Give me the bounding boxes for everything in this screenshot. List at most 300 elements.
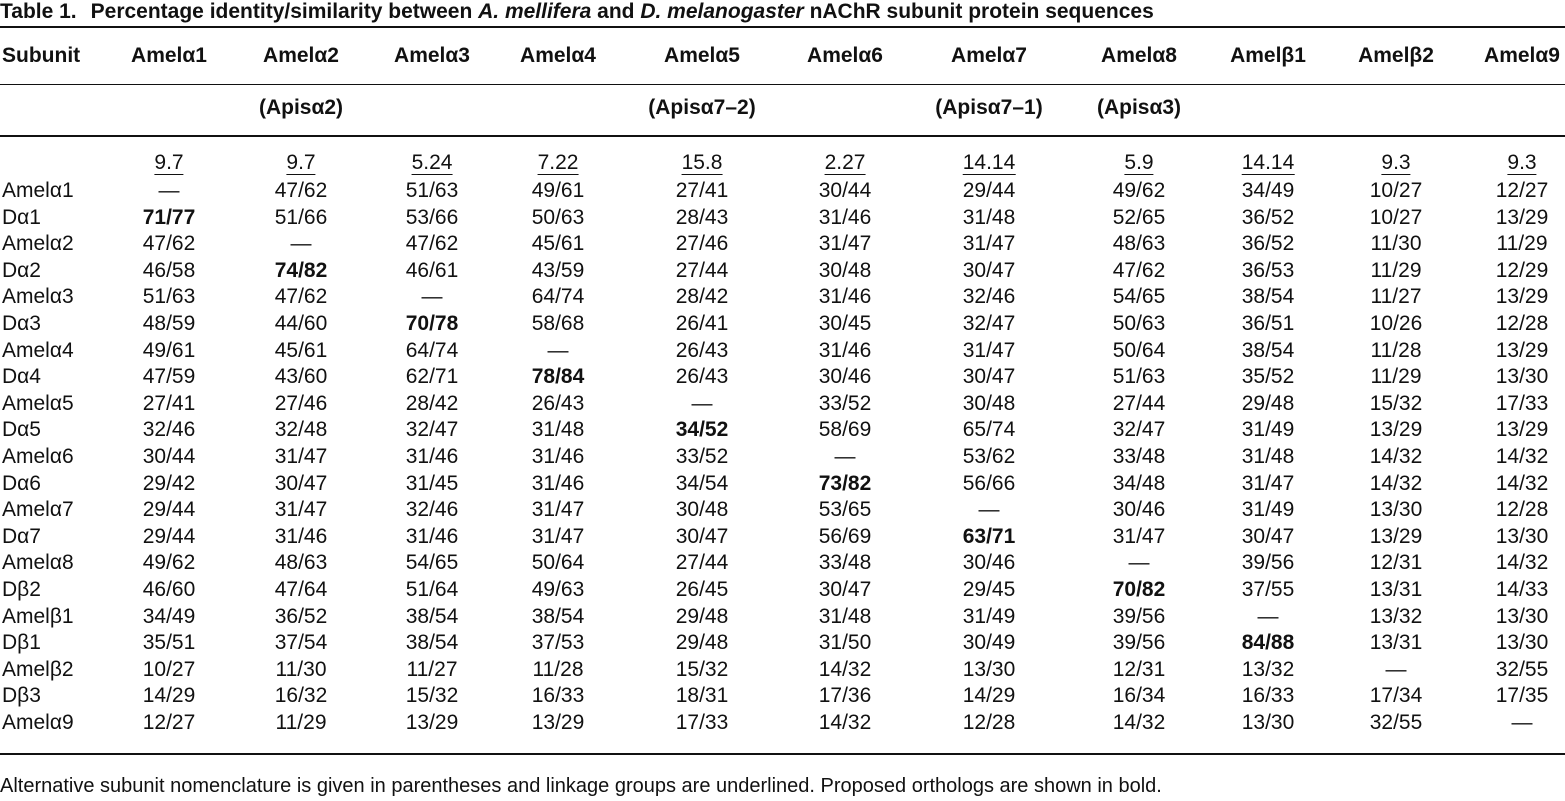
table-cell: 36/52: [274, 604, 328, 628]
table-cell: 31/46: [531, 445, 585, 468]
table-cell: 64/74: [531, 285, 585, 309]
table-cell: 49/63: [531, 578, 585, 601]
table-cell: 27/41: [142, 391, 196, 415]
table-cell: 52/65: [1112, 205, 1166, 229]
table-cell: 56/69: [818, 524, 872, 548]
table-cell: 51/66: [274, 205, 328, 229]
table-cell: 12/31: [1369, 551, 1423, 575]
column-header: Amelα3: [394, 44, 470, 67]
table-cell: 51/64: [405, 578, 459, 601]
table-cell: 14/32: [1369, 471, 1423, 495]
table-cell: 53/62: [962, 445, 1016, 468]
table-cell: 26/45: [675, 578, 729, 601]
table-cell: 27/41: [675, 179, 729, 202]
subheader-rule: [0, 135, 1565, 137]
table-cell: 32/47: [405, 418, 459, 442]
table-cell: 54/65: [405, 551, 459, 575]
table-cell: 43/59: [531, 258, 585, 282]
table-cell: 31/50: [818, 631, 872, 655]
table-cell: 31/47: [531, 498, 585, 522]
table-cell: 65/74: [962, 418, 1016, 442]
table-cell: 34/48: [1112, 471, 1166, 495]
table-cell: 12/28: [1495, 312, 1549, 335]
table-cell: 37/53: [531, 631, 585, 655]
table-cell: 16/33: [531, 684, 585, 708]
table-cell: 10/27: [1369, 179, 1423, 202]
ortholog-cell: 34/52: [675, 418, 729, 442]
table-cell: 11/29: [275, 711, 327, 734]
table-cell: 38/54: [1241, 285, 1295, 309]
table-cell: 12/27: [1495, 179, 1549, 202]
table-cell: 31/47: [818, 232, 872, 256]
table-cell: 29/45: [962, 578, 1016, 601]
linkage-group: [682, 150, 723, 176]
table-cell: 28/43: [675, 205, 729, 229]
row-label: Dβ1: [2, 631, 41, 655]
table-cell: —: [1257, 604, 1279, 628]
table-cell: 48/59: [142, 312, 196, 335]
table-cell: 53/66: [405, 205, 459, 229]
header-rule: [0, 84, 1565, 85]
table-cell: 13/30: [1495, 365, 1549, 389]
column-header: Amelα1: [131, 44, 207, 67]
linkage-group-value: 9.7: [154, 151, 184, 174]
table-cell: 27/46: [274, 391, 328, 415]
table-cell: 15/32: [675, 657, 729, 681]
table-cell: 30/44: [142, 445, 196, 468]
row-label: Amelβ1: [2, 604, 74, 628]
table-cell: 32/46: [962, 285, 1016, 309]
table-cell: 13/29: [531, 711, 585, 734]
table-cell: 17/34: [1369, 684, 1423, 708]
linkage-group: [1381, 150, 1410, 176]
column-header: Amelα8: [1101, 44, 1177, 67]
table-cell: 30/47: [675, 524, 729, 548]
table-cell: 18/31: [675, 684, 729, 708]
table-cell: 47/59: [142, 365, 196, 389]
table-cell: 33/48: [818, 551, 872, 575]
column-header: Amelα7: [951, 44, 1027, 67]
column-header: Subunit: [2, 44, 81, 67]
table-cell: —: [1128, 551, 1150, 575]
table-cell: 15/32: [1369, 391, 1423, 415]
table-cell: 31/46: [531, 471, 585, 495]
table-cell: 58/69: [818, 418, 872, 442]
column-header: Amelβ1: [1230, 44, 1306, 67]
table-cell: 13/32: [1241, 657, 1295, 681]
table-cell: 47/62: [274, 179, 328, 202]
table-cell: 16/32: [274, 684, 328, 708]
table-cell: 14/29: [962, 684, 1016, 708]
table-cell: 39/56: [1241, 551, 1295, 575]
table-cell: 30/47: [1241, 524, 1295, 548]
table-cell: 31/48: [818, 604, 872, 628]
table-cell: 14/32: [818, 711, 872, 734]
table-cell: 36/52: [1241, 232, 1295, 256]
table-cell: 14/32: [1495, 551, 1549, 575]
table-cell: 13/31: [1369, 631, 1423, 655]
row-label: Dα3: [2, 312, 41, 335]
linkage-group-value: 5.9: [1124, 151, 1154, 174]
table-cell: 31/46: [405, 445, 459, 468]
table-cell: 13/31: [1369, 578, 1423, 601]
table-cell: 13/30: [1241, 711, 1295, 734]
table-cell: 30/47: [274, 471, 328, 495]
table-cell: 30/48: [962, 391, 1016, 415]
table-cell: 32/55: [1495, 657, 1549, 681]
table-cell: 53/65: [818, 498, 872, 522]
table-cell: 30/46: [818, 365, 872, 389]
row-label: Dβ2: [2, 578, 41, 601]
table-cell: 11/29: [1370, 258, 1422, 282]
table-cell: 32/46: [405, 498, 459, 522]
top-rule: [0, 26, 1565, 28]
table-caption: [0, 0, 1154, 24]
table-cell: 13/30: [1495, 604, 1549, 628]
ortholog-cell: 73/82: [818, 471, 872, 495]
table-cell: 62/71: [405, 365, 459, 389]
table-cell: 30/47: [962, 365, 1016, 389]
table-cell: 29/48: [1241, 391, 1295, 415]
table-cell: 32/48: [274, 418, 328, 442]
table-cell: 47/62: [405, 232, 459, 256]
table-cell: 13/30: [1369, 498, 1423, 522]
table-cell: 30/44: [818, 179, 872, 202]
table-cell: —: [158, 179, 180, 202]
table-cell: 13/30: [1495, 631, 1549, 655]
row-label: Dβ3: [2, 684, 41, 708]
table-cell: 17/36: [818, 684, 872, 708]
table-cell: 34/54: [675, 471, 729, 495]
row-label: Amelα3: [2, 285, 74, 309]
table-cell: 13/29: [1369, 524, 1423, 548]
table-cell: 31/45: [405, 471, 459, 495]
linkage-group-value: 14.14: [962, 151, 1016, 174]
table-cell: 27/44: [675, 258, 729, 282]
caption-species-2: D. melanogaster: [640, 0, 804, 23]
table-cell: 31/47: [531, 524, 585, 548]
table-cell: 12/28: [1495, 498, 1549, 522]
table-cell: 50/64: [1112, 338, 1166, 362]
linkage-group: [1242, 150, 1295, 176]
linkage-group: [1124, 150, 1153, 176]
linkage-group-value: 7.22: [537, 151, 579, 174]
table-cell: —: [834, 445, 856, 468]
table-cell: 13/29: [1495, 338, 1549, 362]
column-header: Amelα9: [1484, 44, 1560, 67]
table-cell: 49/61: [531, 179, 585, 202]
table-cell: 34/49: [1241, 179, 1295, 202]
linkage-group: [412, 150, 453, 176]
table-cell: 48/63: [1112, 232, 1166, 256]
table-cell: 49/62: [1112, 179, 1166, 202]
table-cell: 14/32: [818, 657, 872, 681]
table-cell: 26/43: [531, 391, 585, 415]
linkage-group: [825, 150, 866, 176]
table-cell: 31/46: [818, 205, 872, 229]
table-cell: 29/44: [962, 179, 1016, 202]
table-cell: 51/63: [405, 179, 459, 202]
row-label: Dα4: [2, 365, 41, 389]
ortholog-cell: 70/78: [405, 312, 459, 335]
table-cell: 31/46: [818, 338, 872, 362]
table-cell: 58/68: [531, 312, 585, 335]
table-cell: 31/49: [1241, 418, 1295, 442]
table-cell: 29/48: [675, 604, 729, 628]
table-cell: 30/45: [818, 312, 872, 335]
table-cell: 26/43: [675, 365, 729, 389]
table-cell: 30/49: [962, 631, 1016, 655]
table-cell: 13/30: [1495, 524, 1549, 548]
table-cell: 30/46: [1112, 498, 1166, 522]
column-header: Amelβ2: [1358, 44, 1434, 67]
table-cell: 11/28: [1370, 338, 1422, 362]
table-cell: 47/64: [274, 578, 328, 601]
table-cell: 30/46: [962, 551, 1016, 575]
table-cell: 17/35: [1495, 684, 1549, 708]
table-cell: 31/46: [405, 524, 459, 548]
table-cell: 35/52: [1241, 365, 1295, 389]
table-cell: 46/61: [405, 258, 459, 282]
table-cell: 30/48: [675, 498, 729, 522]
table-cell: 44/60: [274, 312, 328, 335]
caption-text-3: nAChR subunit protein sequences: [803, 0, 1154, 23]
row-label: Amelβ2: [2, 657, 74, 681]
table-footnote: Alternative subunit nomenclature is given in parentheses and linkage groups are underlined. Proposed orthologs are shown in bold.: [0, 775, 1162, 797]
row-label: Dα7: [2, 524, 41, 548]
table-cell: 31/48: [531, 418, 585, 442]
table-cell: 15/32: [405, 684, 459, 708]
table-cell: —: [421, 285, 443, 309]
table-cell: 36/52: [1241, 205, 1295, 229]
table-cell: 43/60: [274, 365, 328, 389]
table-cell: 50/63: [1112, 312, 1166, 335]
table-cell: 13/29: [1495, 418, 1549, 442]
linkage-group-value: 9.3: [1381, 151, 1411, 174]
bottom-rule: [0, 753, 1565, 755]
table-cell: 51/63: [1112, 365, 1166, 389]
table-cell: 27/46: [675, 232, 729, 256]
table-cell: 16/34: [1112, 684, 1166, 708]
row-label: Amelα8: [2, 551, 74, 575]
row-label: Dα5: [2, 418, 41, 442]
table-cell: 27/44: [1112, 391, 1166, 415]
row-label: Amelα7: [2, 498, 74, 522]
table-cell: 31/46: [274, 524, 328, 548]
table-cell: 39/56: [1112, 604, 1166, 628]
table-cell: 51/63: [142, 285, 196, 309]
row-label: Amelα1: [2, 179, 74, 202]
table-cell: 38/54: [1241, 338, 1295, 362]
table-cell: 14/32: [1369, 445, 1423, 468]
table-cell: 46/60: [142, 578, 196, 601]
table-cell: 11/30: [1370, 232, 1422, 256]
table-cell: 48/63: [274, 551, 328, 575]
table-cell: 47/62: [142, 232, 196, 256]
table-cell: 12/29: [1495, 258, 1549, 282]
linkage-group-value: 15.8: [681, 151, 723, 174]
table-cell: 31/49: [1241, 498, 1295, 522]
table-cell: 11/29: [1496, 232, 1548, 256]
table-cell: 32/55: [1369, 711, 1423, 734]
table-cell: 27/44: [675, 551, 729, 575]
linkage-group-value: 9.7: [286, 151, 316, 174]
table-cell: 31/47: [962, 232, 1016, 256]
row-label: Amelα2: [2, 232, 74, 256]
table-cell: 30/47: [962, 258, 1016, 282]
table-cell: 37/54: [274, 631, 328, 655]
table-cell: 31/48: [1241, 445, 1295, 468]
table-cell: 33/52: [675, 445, 729, 468]
table-cell: 29/48: [675, 631, 729, 655]
row-label: Dα6: [2, 471, 41, 495]
table-cell: 31/47: [1241, 471, 1295, 495]
column-header: Amelα4: [520, 44, 596, 67]
table-cell: 13/29: [1369, 418, 1423, 442]
table-cell: 45/61: [531, 232, 585, 256]
caption-text-1: Percentage identity/similarity between: [90, 0, 479, 23]
linkage-group: [538, 150, 579, 176]
table-cell: 10/26: [1369, 312, 1423, 335]
table-cell: 38/54: [405, 631, 459, 655]
linkage-group-value: 2.27: [824, 151, 866, 174]
table-cell: 46/58: [142, 258, 196, 282]
table-cell: 12/31: [1112, 657, 1166, 681]
table-cell: —: [1511, 711, 1533, 734]
table-cell: 38/54: [405, 604, 459, 628]
table-cell: 32/47: [1112, 418, 1166, 442]
table-cell: 34/49: [142, 604, 196, 628]
table-cell: 17/33: [1495, 391, 1549, 415]
table-cell: 13/30: [962, 657, 1016, 681]
linkage-group: [963, 150, 1016, 176]
table-cell: 13/29: [1495, 285, 1549, 309]
table-cell: 26/43: [675, 338, 729, 362]
table-cell: 10/27: [142, 657, 196, 681]
table-cell: 13/29: [1495, 205, 1549, 229]
table-cell: 31/46: [818, 285, 872, 309]
table-cell: 47/62: [1112, 258, 1166, 282]
column-header: Amelα2: [263, 44, 339, 67]
table-cell: 29/44: [142, 524, 196, 548]
row-label: Amelα4: [2, 338, 74, 362]
table-cell: 31/48: [962, 205, 1016, 229]
row-label: Amelα6: [2, 445, 74, 468]
caption-species-1: A. mellifera: [478, 0, 592, 23]
table-cell: 31/49: [962, 604, 1016, 628]
table-cell: 32/47: [962, 312, 1016, 335]
table-cell: 17/33: [675, 711, 729, 734]
table-cell: 33/52: [818, 391, 872, 415]
column-header: Amelα6: [807, 44, 883, 67]
ortholog-cell: 71/77: [142, 205, 196, 229]
alt-name: (Apisα7–2): [648, 96, 756, 119]
caption-text-2: and: [591, 0, 641, 23]
table-cell: 28/42: [405, 391, 459, 415]
row-label: Dα2: [2, 258, 41, 282]
table-number: Table 1.: [0, 0, 77, 23]
table-cell: 12/27: [142, 711, 196, 734]
table-cell: 50/63: [531, 205, 585, 229]
table-cell: 32/46: [142, 418, 196, 442]
column-header: Amelα5: [664, 44, 740, 67]
table-cell: —: [290, 232, 312, 256]
table-cell: 29/42: [142, 471, 196, 495]
row-label: Amelα9: [2, 711, 74, 734]
table-cell: 64/74: [405, 338, 459, 362]
ortholog-cell: 74/82: [274, 258, 328, 282]
linkage-group: [286, 150, 315, 176]
table-cell: 45/61: [274, 338, 328, 362]
table-cell: —: [547, 338, 569, 362]
table-cell: 33/48: [1112, 445, 1166, 468]
ortholog-cell: 70/82: [1112, 578, 1166, 601]
table-cell: 29/44: [142, 498, 196, 522]
linkage-group: [154, 150, 183, 176]
table-cell: 36/53: [1241, 258, 1295, 282]
table-cell: 30/47: [818, 578, 872, 601]
table-cell: 11/27: [406, 657, 458, 681]
alt-name: (Apisα7–1): [935, 96, 1043, 119]
table-cell: 11/27: [1370, 285, 1422, 309]
table-cell: 16/33: [1241, 684, 1295, 708]
table-cell: —: [691, 391, 713, 415]
table-cell: 11/28: [532, 657, 584, 681]
linkage-group-value: 14.14: [1241, 151, 1295, 174]
table-cell: 26/41: [675, 312, 729, 335]
table-cell: 35/51: [142, 631, 196, 655]
table-cell: 11/29: [1370, 365, 1422, 389]
table-cell: 37/55: [1241, 578, 1295, 601]
table-cell: 13/32: [1369, 604, 1423, 628]
alt-name: (Apisα2): [258, 96, 344, 119]
table-cell: 31/47: [274, 498, 328, 522]
linkage-group: [1507, 150, 1536, 176]
linkage-group-value: 5.24: [411, 151, 453, 174]
table-cell: 54/65: [1112, 285, 1166, 309]
ortholog-cell: 78/84: [531, 365, 585, 389]
row-label: Amelα5: [2, 391, 74, 415]
ortholog-cell: 63/71: [962, 524, 1016, 548]
table-cell: 14/32: [1112, 711, 1166, 734]
table-cell: —: [978, 498, 1000, 522]
table-cell: 12/28: [962, 711, 1016, 734]
table-cell: 13/29: [405, 711, 459, 734]
linkage-group-value: 9.3: [1507, 151, 1537, 174]
table-cell: 49/62: [142, 551, 196, 575]
table-cell: 14/32: [1495, 471, 1549, 495]
table-cell: —: [1385, 657, 1407, 681]
alt-name: (Apisα3): [1096, 96, 1182, 119]
table-cell: 14/32: [1495, 445, 1549, 468]
table-cell: 31/47: [1112, 524, 1166, 548]
ortholog-cell: 84/88: [1241, 631, 1295, 655]
table-cell: 28/42: [675, 285, 729, 309]
table-cell: 49/61: [142, 338, 196, 362]
table-cell: 31/47: [962, 338, 1016, 362]
table-cell: 38/54: [531, 604, 585, 628]
table-cell: 47/62: [274, 285, 328, 309]
table-cell: 14/29: [142, 684, 196, 708]
table-cell: 56/66: [962, 471, 1016, 495]
table-cell: 50/64: [531, 551, 585, 575]
table-cell: 39/56: [1112, 631, 1166, 655]
table-cell: 14/33: [1495, 578, 1549, 601]
table-cell: 10/27: [1369, 205, 1423, 229]
table-cell: 30/48: [818, 258, 872, 282]
table-cell: 31/47: [274, 445, 328, 468]
row-label: Dα1: [2, 205, 41, 229]
